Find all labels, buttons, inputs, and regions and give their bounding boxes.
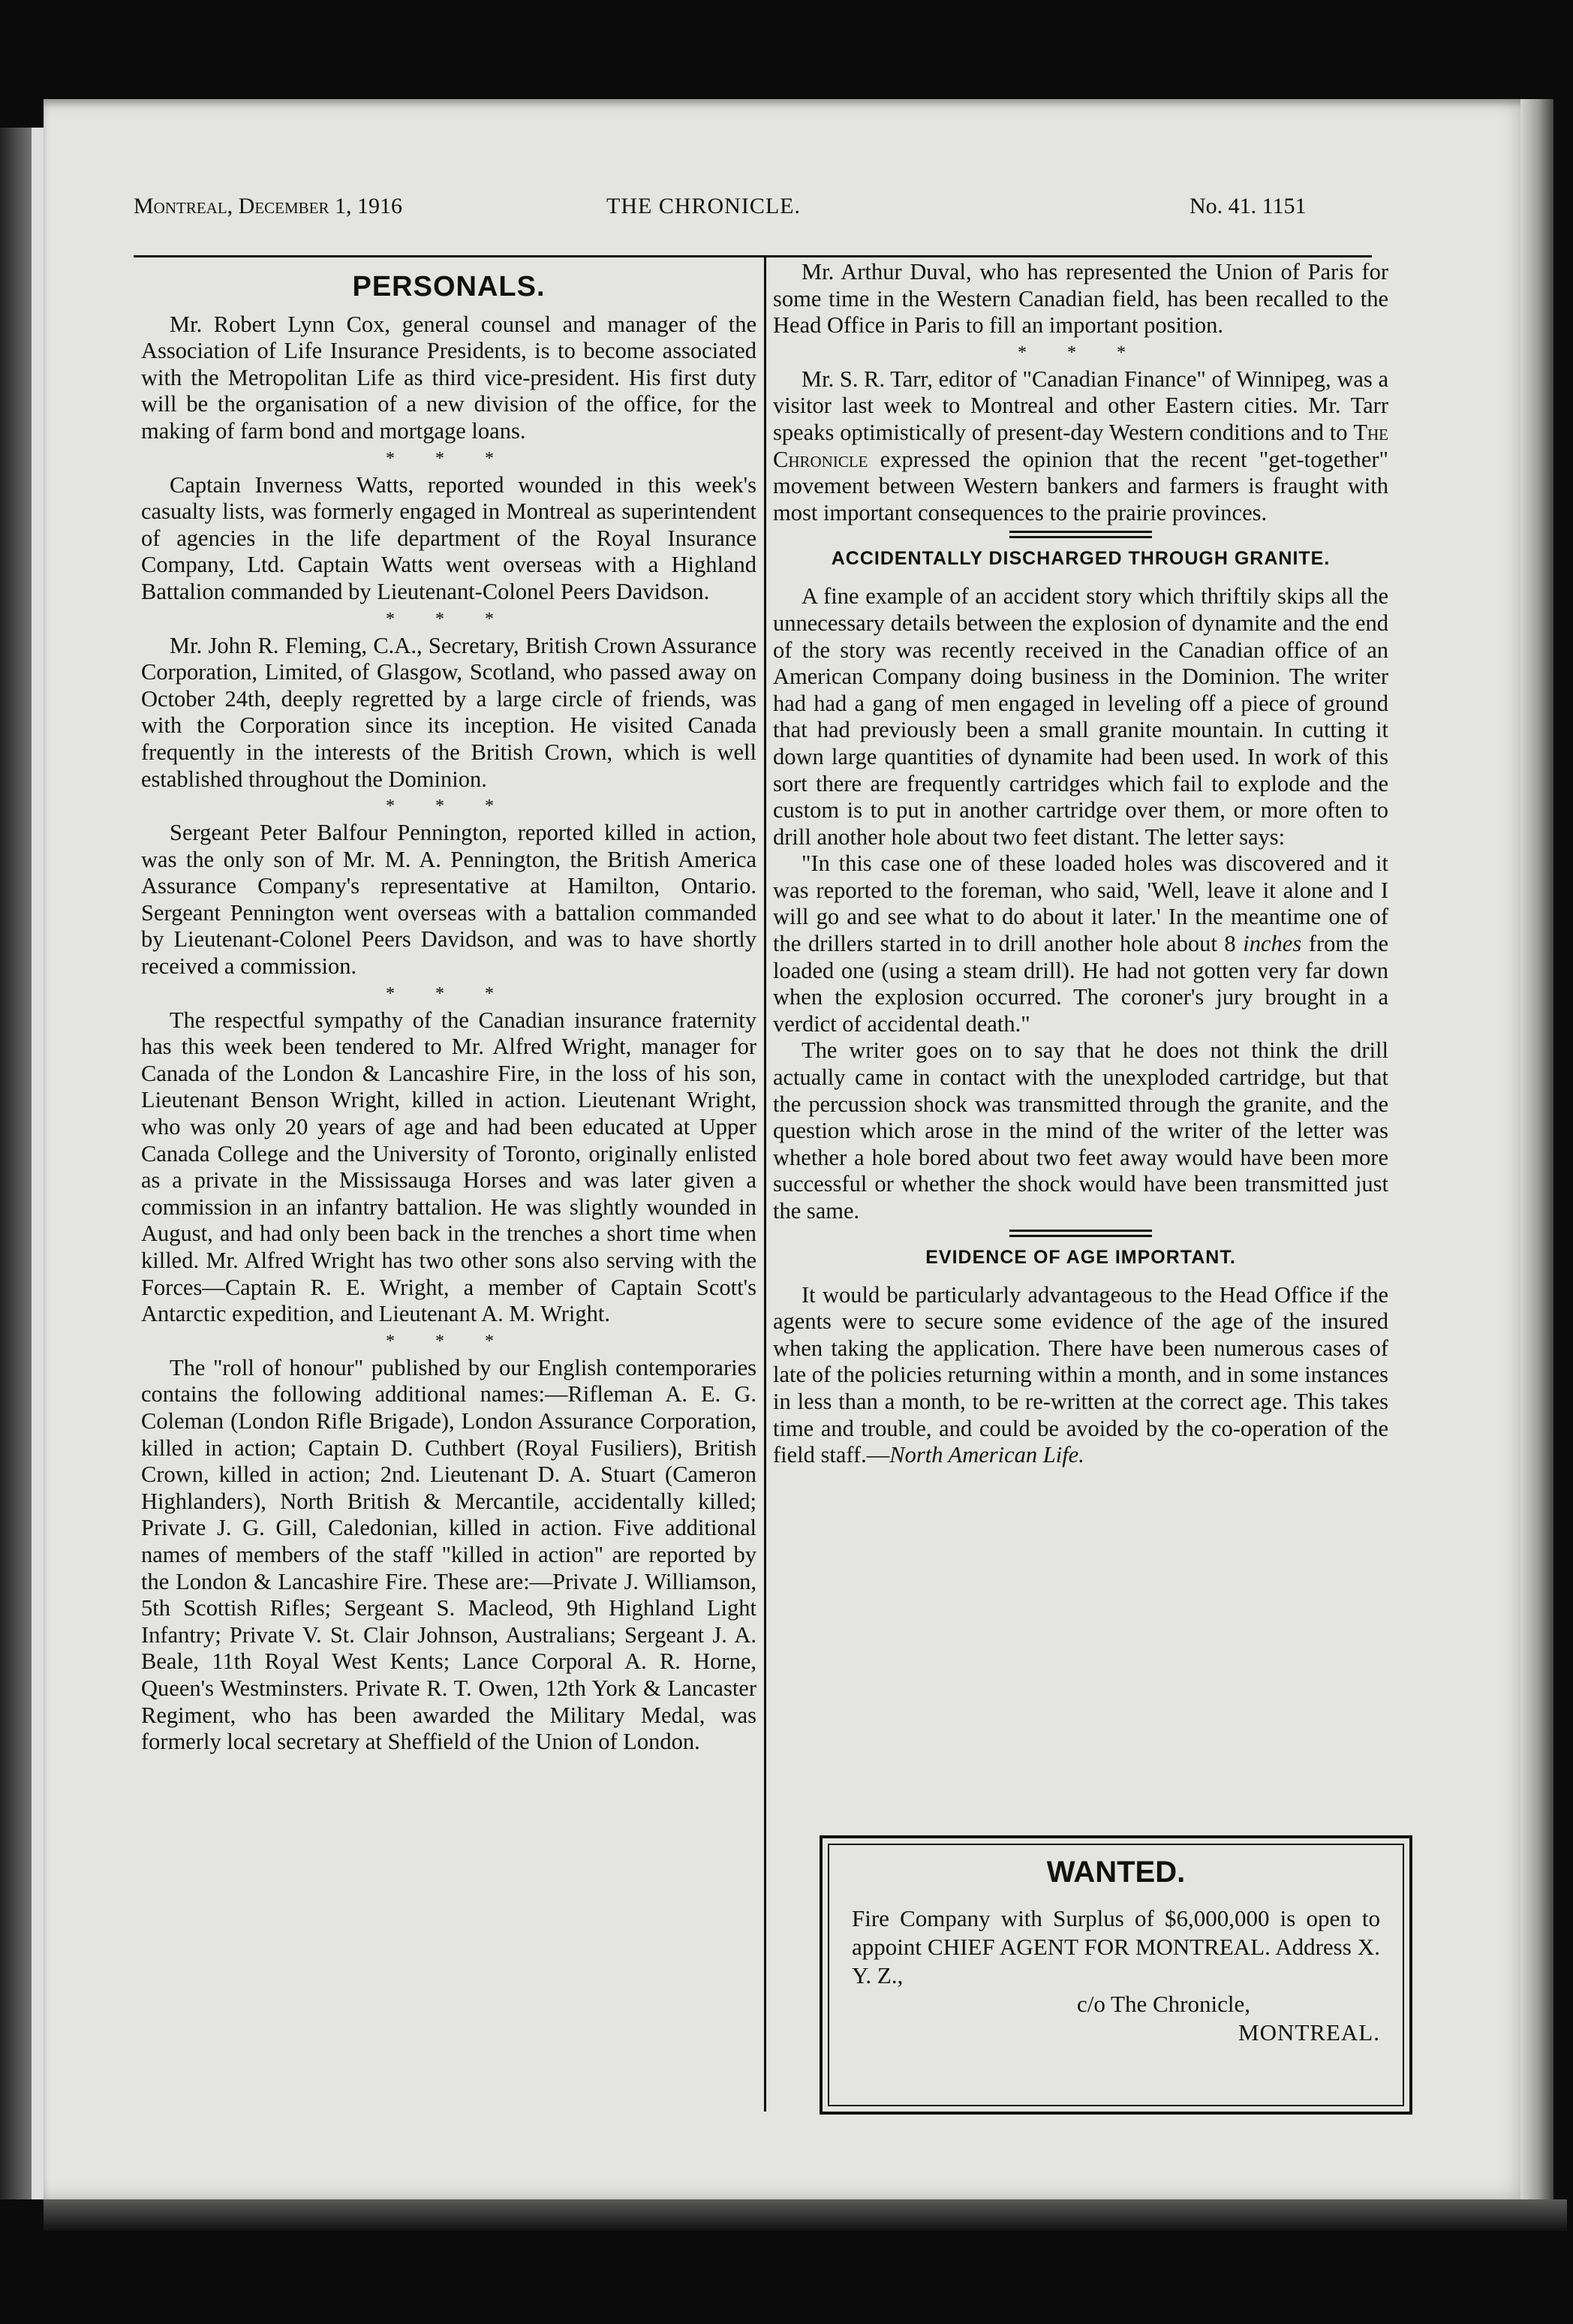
separator-stars: * * *: [386, 448, 512, 468]
separator-stars: * * *: [386, 1331, 512, 1351]
section-double-rule: [1009, 531, 1152, 538]
accident-heading: ACCIDENTALLY DISCHARGED THROUGH GRANITE.: [831, 548, 1331, 570]
personal-watts: Captain Inverness Watts, reported wounded in this week's casualty lists, was formerly engaged in Montreal as superintendent of agencies in the life department of the Royal Insurance Company, Ltd. Captain Watts went overseas with a Highland Battalion commanded by Lieutenant-Colonel Peers Davidson.: [141, 471, 756, 604]
separator-stars: * * *: [386, 609, 512, 629]
personal-tarr: Mr. S. R. Tarr, editor of "Canadian Finance" of Winnipeg, was a visitor last week to Montreal and other Eastern cities. Mr. Tarr speaks optimistically of present-day Western conditions and to The Chronicle expressed the opinion that the recent "get-together" movement between Western bankers and farmers is fraught with most important consequences to the prairie provinces.: [773, 366, 1388, 525]
accident-paragraph-3: The writer goes on to say that he does not think the drill actually came in contact with the unexploded cartridge, but that the percussion shock was transmitted through the granite, and the question which arose in the mind of the writer of the letter was whether a hole bored about two feet away would have been more successful or whether the shock would have been transmitted just the same.: [773, 1037, 1388, 1224]
separator-stars: * * *: [386, 983, 512, 1004]
column-divider: [764, 257, 766, 2112]
age-article-body: It would be particularly advantageous to the Head Office if the agents were to secure some evidence of the age of the insured when taking the application. There have been numerous cases of late of the policies returning within a month, and in some instances in less than a month, to be re-written at the correct age. This takes time and trouble, and could be avoided by the co-operation of the field staff.—North American Life.: [773, 1281, 1388, 1468]
ad-address-line-1: c/o The Chronicle,: [1077, 1991, 1251, 2017]
separator-stars: * * *: [386, 796, 512, 817]
ad-title: WANTED.: [1046, 1856, 1186, 1889]
page-bottom-edge: [44, 2199, 1567, 2231]
left-column: [141, 271, 756, 1756]
wanted-advertisement: [820, 1835, 1412, 2115]
personal-pennington: Sergeant Peter Balfour Pennington, reported killed in action, was the only son of Mr. M. A. Pennington, the British America Assurance Company's representative at Hamilton, Ontario. Sergeant Pennington went overseas with a battalion commanded by Lieutenant-Colonel Peers Davidson, and was to have shortly received a commission.: [141, 820, 756, 980]
section-double-rule: [1009, 1230, 1152, 1237]
header-rule: [134, 255, 1372, 257]
right-column: [773, 259, 1388, 1469]
header-masthead: THE CHRONICLE.: [606, 194, 801, 218]
personal-fleming: Mr. John R. Fleming, C.A., Secretary, British Crown Assurance Corporation, Limited, of Glasgow, Scotland, who passed away on October 24th, deeply regretted by a large circle of friends, was with the Corporation since its inception. He visited Canada frequently in the interests of the British Crown, which is well established throughout the Dominion.: [141, 632, 756, 792]
age-article-source: North American Life.: [889, 1442, 1084, 1468]
header-issue-page: No. 41. 1151: [1190, 194, 1307, 218]
age-heading: EVIDENCE OF AGE IMPORTANT.: [925, 1246, 1236, 1268]
roll-of-honour: The "roll of honour" published by our English contemporaries contains the following additional names:—Rifleman A. E. G. Coleman (London Rifle Brigade), London Assurance Corporation, killed in action; Captain D. Cuthbert (Royal Fusiliers), British Crown, killed in action; 2nd. Lieutenant D. A. Stuart (Cameron Highlanders), North British & Mercantile, accidentally killed; Private J. G. Gill, Caledonian, killed in action. Five additional names of members of the staff "killed in action" are reported by the London & Lancashire Fire. These are:—Private J. Williamson, 5th Scottish Rifles; Sergeant S. Macleod, 9th Highland Light Infantry; Private V. St. Clair Johnson, Australians; Sergeant J. A. Beale, 11th Royal West Kents; Lance Corporal A. R. Horne, Queen's Westminsters. Private R. T. Owen, 12th York & Lancaster Regiment, who has been awarded the Military Medal, was formerly local secretary at Sheffield of the Union of London.: [141, 1354, 756, 1755]
personals-heading: PERSONALS.: [352, 271, 546, 303]
ad-body: Fire Company with Surplus of $6,000,000 is open to appoint CHIEF AGENT FOR MONTREAL. Address X. Y. Z.,: [852, 1905, 1380, 1988]
accident-letter-quote: "In this case one of these loaded holes was discovered and it was reported to the foreman, who said, 'Well, leave it alone and I will go and see what to do about it later.' In the meantime one of the drillers started in to drill another hole about 8 inches from the loaded one (using a steam drill). He had not gotten very far down when the explosion occurred. The coroner's jury brought in a verdict of accidental death.": [773, 850, 1388, 1037]
personal-wright: The respectful sympathy of the Canadian insurance fraternity has this week been tendered to Mr. Alfred Wright, manager for Canada of the London & Lancashire Fire, in the loss of his son, Lieutenant Benson Wright, killed in action. Lieutenant Wright, who was only 20 years of age and had been educated at Upper Canada College and the University of Toronto, originally enlisted as a private in the Mississauga Horses and was later given a commission in an infantry battalion. He was slightly wounded in August, and had only been back in the trenches a short time when killed. Mr. Alfred Wright has two other sons also serving with the Forces—Captain R. E. Wright, a member of Captain Scott's Antarctic expedition, and Lieutenant A. M. Wright.: [141, 1007, 756, 1327]
personal-duval: Mr. Arthur Duval, who has represented the Union of Paris for some time in the Western Canadian field, has been recalled to the Head Office in Paris to fill an important position.: [773, 259, 1388, 339]
accident-paragraph-1: A fine example of an accident story which thriftily skips all the unnecessary details between the explosion of dynamite and the end of the story was recently received in the Canadian office of an American Company doing business in the Dominion. The writer had had a gang of men engaged in leveling off a piece of ground that had previously been a small granite mountain. In cutting it down large quantities of dynamite had been used. In work of this sort there are frequently cartridges which fail to explode and the custom is to put in another cartridge over them, or more often to drill another hole about two feet distant. The letter says:: [773, 583, 1388, 850]
separator-stars: * * *: [1018, 342, 1144, 363]
page-right-edge-shadow: [1520, 99, 1553, 2199]
ad-address-line-2: MONTREAL.: [1238, 2019, 1380, 2046]
personal-cox: Mr. Robert Lynn Cox, general counsel and manager of the Association of Life Insurance Presidents, is to become associated with the Metropolitan Life as third vice-president. His first duty will be the organisation of a new division of the office, for the making of farm bond and mortgage loans.: [141, 311, 756, 444]
chronicle-name: The Chronicle: [773, 419, 1388, 472]
header-dateline: Montreal, December 1, 1916: [134, 194, 403, 218]
